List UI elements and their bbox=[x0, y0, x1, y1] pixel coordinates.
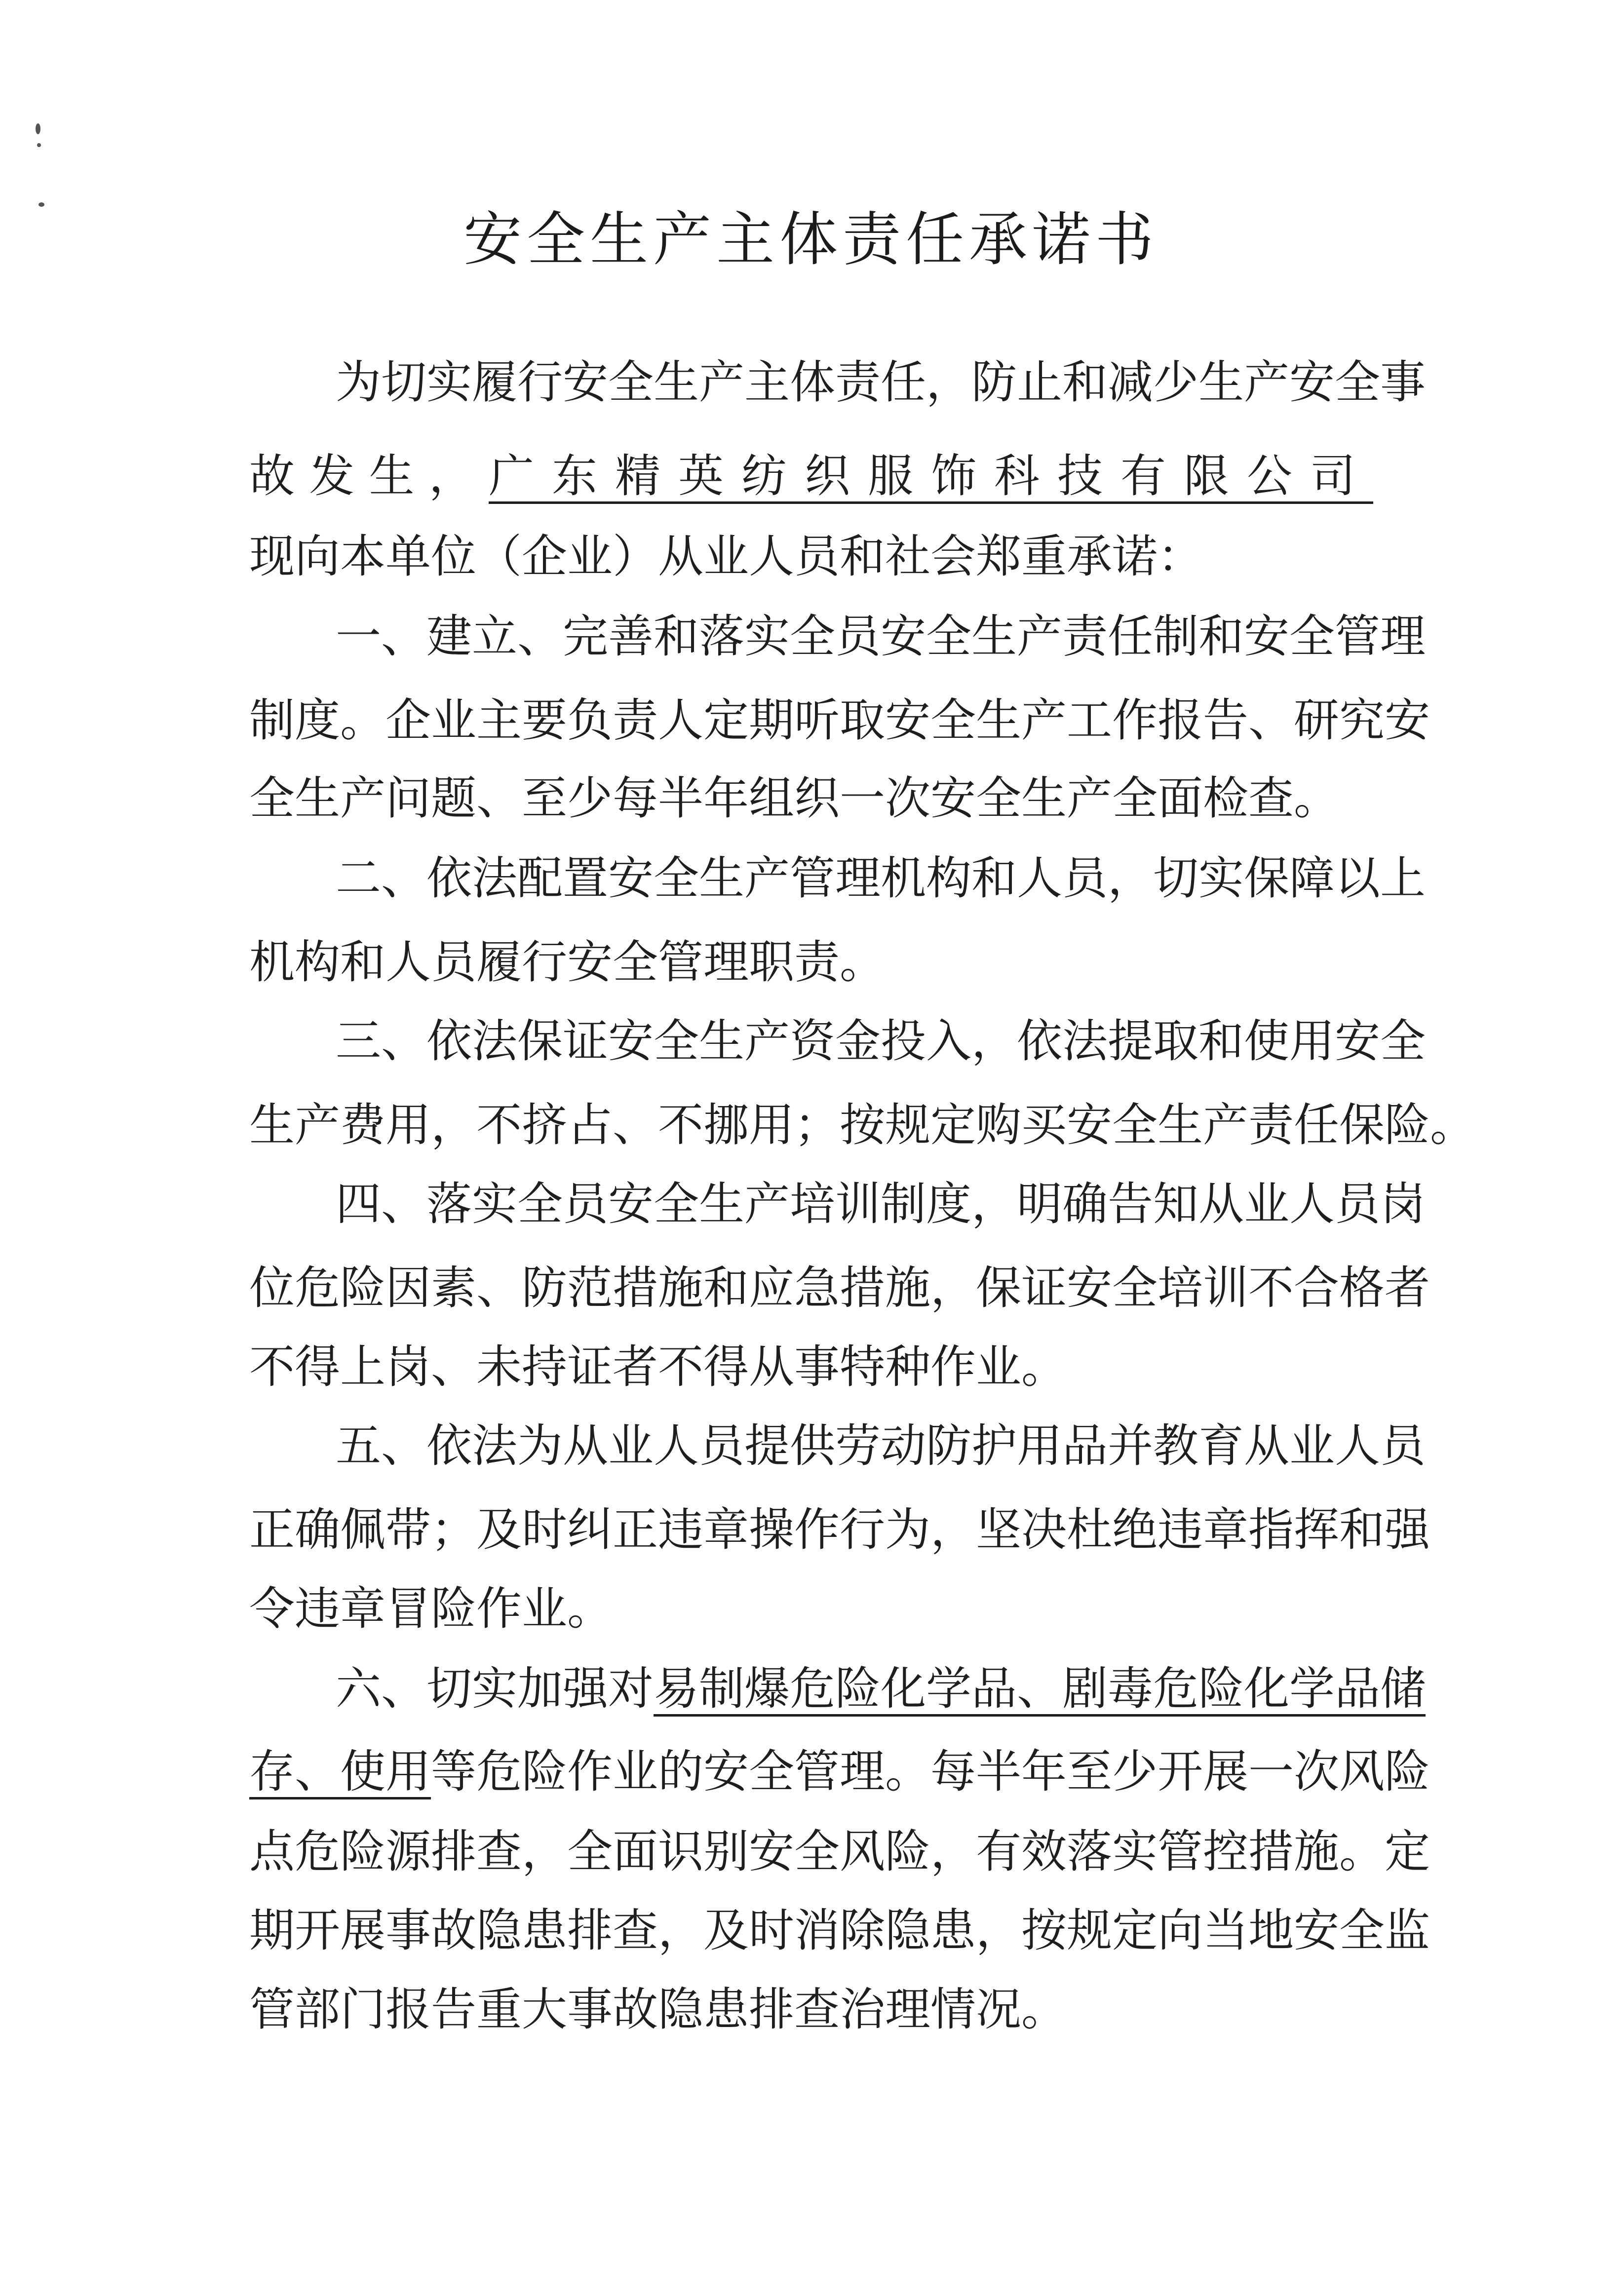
item6-hazard-underlined: 易制爆危险化学品、剧毒危险化学品储 bbox=[654, 1662, 1426, 1715]
intro-line-2 bbox=[249, 444, 1385, 508]
item6-line-5: 管部门报告重大事故隐患排查治理情况。 bbox=[249, 1983, 1067, 2036]
item6-line-1-prefix: 六、切实加强对 bbox=[336, 1662, 654, 1715]
item5-line-1: 五、依法为从业人员提供劳动防护用品并教育从业人员 bbox=[336, 1419, 1426, 1472]
item6-line-1 bbox=[336, 1657, 1471, 1721]
item4-line-1: 四、落实全员安全生产培训制度，明确告知从业人员岗 bbox=[336, 1178, 1426, 1230]
intro-line-3: 现向本单位（企业）从业人员和社会郑重承诺： bbox=[249, 530, 1203, 583]
document-title: 安全生产主体责任承诺书 bbox=[463, 205, 1159, 273]
intro-line-1: 为切实履行安全生产主体责任，防止和减少生产安全事 bbox=[336, 356, 1426, 409]
item3-line-1: 三、依法保证安全生产资金投入，依法提取和使用安全 bbox=[336, 1015, 1426, 1068]
intro-line-2-prefix: 故 发 生 ， bbox=[249, 450, 474, 502]
item2-line-1: 二、依法配置安全生产管理机构和人员，切实保障以上 bbox=[336, 852, 1426, 905]
company-name: 广东精英纺织服饰科技有限公司 bbox=[488, 450, 1373, 502]
item5-line-3: 令违章冒险作业。 bbox=[249, 1582, 613, 1635]
item4-line-2: 位危险因素、防范措施和应急措施，保证安全培训不合格者 bbox=[249, 1262, 1430, 1314]
item6-storage-underlined: 存、使用 bbox=[249, 1745, 431, 1798]
item6-line-4: 期开展事故隐患排查，及时消除隐患，按规定向当地安全监 bbox=[249, 1904, 1430, 1957]
item6-line-3: 点危险源排查，全面识别安全风险，有效落实管控措施。定 bbox=[249, 1825, 1430, 1878]
item6-line-2 bbox=[249, 1740, 1430, 1804]
item1-line-3: 全生产问题、至少每半年组织一次安全生产全面检查。 bbox=[249, 772, 1340, 825]
scan-speck bbox=[36, 123, 40, 134]
item1-line-2: 制度。企业主要负责人定期听取安全生产工作报告、研究安 bbox=[249, 694, 1430, 747]
item3-line-2: 生产费用，不挤占、不挪用；按规定购买安全生产责任保险。 bbox=[249, 1099, 1476, 1151]
scan-speck bbox=[37, 143, 41, 147]
item2-line-2: 机构和人员履行安全管理职责。 bbox=[249, 936, 886, 989]
item4-line-3: 不得上岗、未持证者不得从事特种作业。 bbox=[249, 1340, 1067, 1393]
item5-line-2: 正确佩带；及时纠正违章操作行为，坚决杜绝违章指挥和强 bbox=[249, 1503, 1430, 1556]
item1-line-1: 一、建立、完善和落实全员安全生产责任制和安全管理 bbox=[336, 610, 1426, 663]
item6-line-2-rest: 等危险作业的安全管理。每半年至少开展一次风险 bbox=[431, 1745, 1430, 1798]
